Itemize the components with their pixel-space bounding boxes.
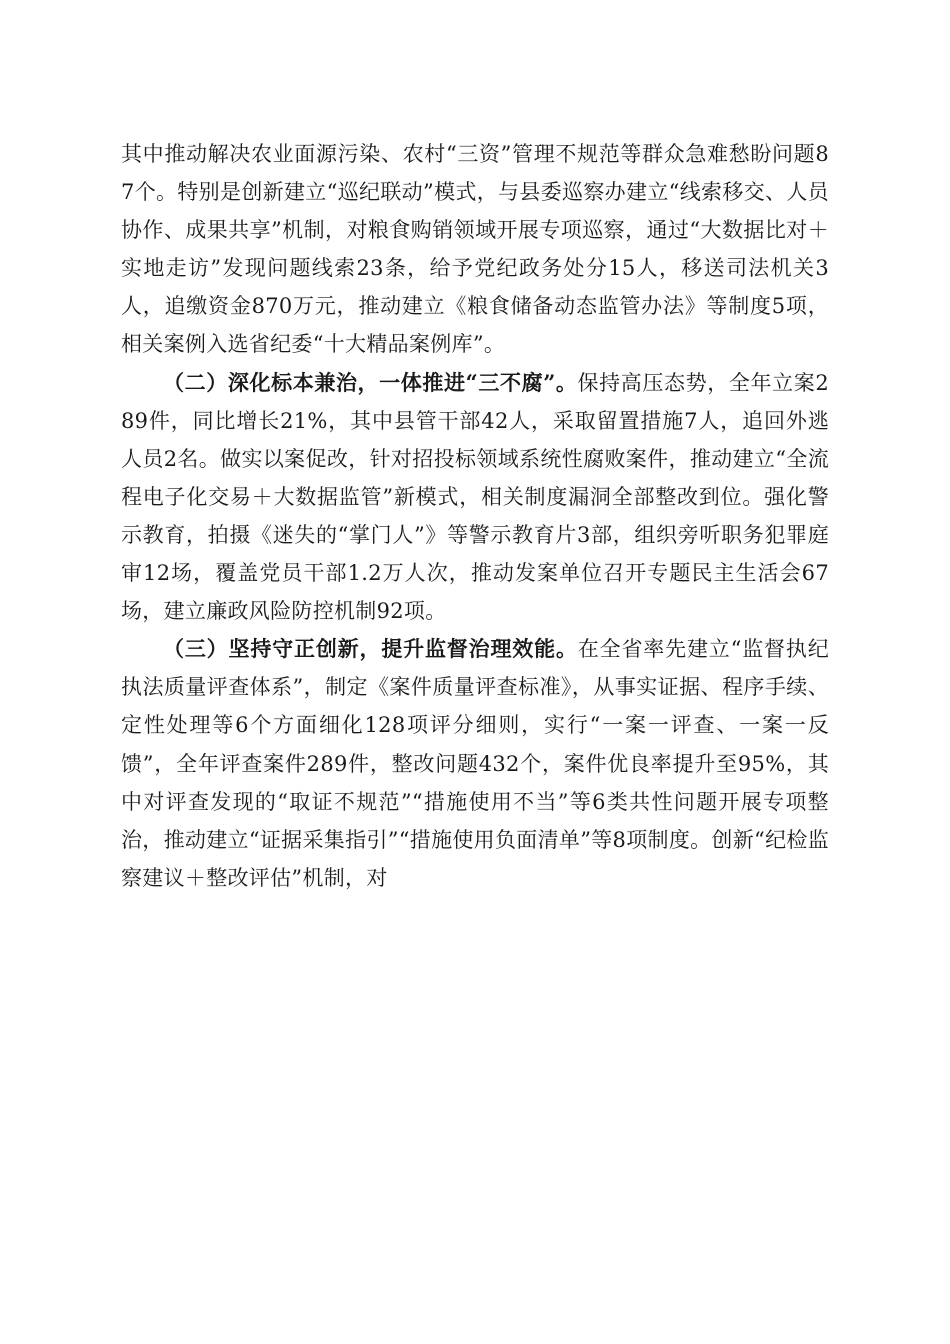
paragraph-3-body: 在全省率先建立“监督执纪执法质量评查体系”，制定《案件质量评查标准》，从事实证据、程序手续、定性处理等6个方面细化128项评分细则，实行“一案一评查、一案一反馈”，全年评查案件289件，整改问题432个，案件优良率提升至95%，其中对评查发现的“取证不规范”“措施使用不当”等6类共性问题开展专项整治，推动建立“证据采集指引”“措施使用负面清单”等8项制度。创新“纪检监察建议＋整改评估”机制，对 [121,637,829,890]
paragraph-3 [121,630,829,897]
paragraph-1-body: 其中推动解决农业面源污染、农村“三资”管理不规范等群众急难愁盼问题87个。特别是创新建立“巡纪联动”模式，与县委巡察办建立“线索移交、人员协作、成果共享”机制，对粮食购销领域开展专项巡察，通过“大数据比对＋实地走访”发现问题线索23条，给予党纪政务处分15人，移送司法机关3人，追缴资金870万元，推动建立《粮食储备动态监管办法》等制度5项，相关案例入选省纪委“十大精品案例库”。 [121,142,829,357]
paragraph-1 [121,135,829,364]
paragraph-3-heading: （三）坚持守正创新，提升监督治理效能。 [163,636,578,662]
paragraph-2 [121,364,829,631]
paragraph-2-heading: （二）深化标本兼治，一体推进“三不腐”。 [163,369,578,395]
paragraph-2-body: 保持高压态势，全年立案289件，同比增长21%，其中县管干部42人，采取留置措施7人，追回外逃人员2名。做实以案促改，针对招投标领域系统性腐败案件，推动建立“全流程电子化交易＋大数据监管”新模式，相关制度漏洞全部整改到位。强化警示教育，拍摄《迷失的“掌门人”》等警示教育片3部，组织旁听职务犯罪庭审12场，覆盖党员干部1.2万人次，推动发案单位召开专题民主生活会67场，建立廉政风险防控机制92项。 [121,370,829,624]
document-page [121,135,829,897]
